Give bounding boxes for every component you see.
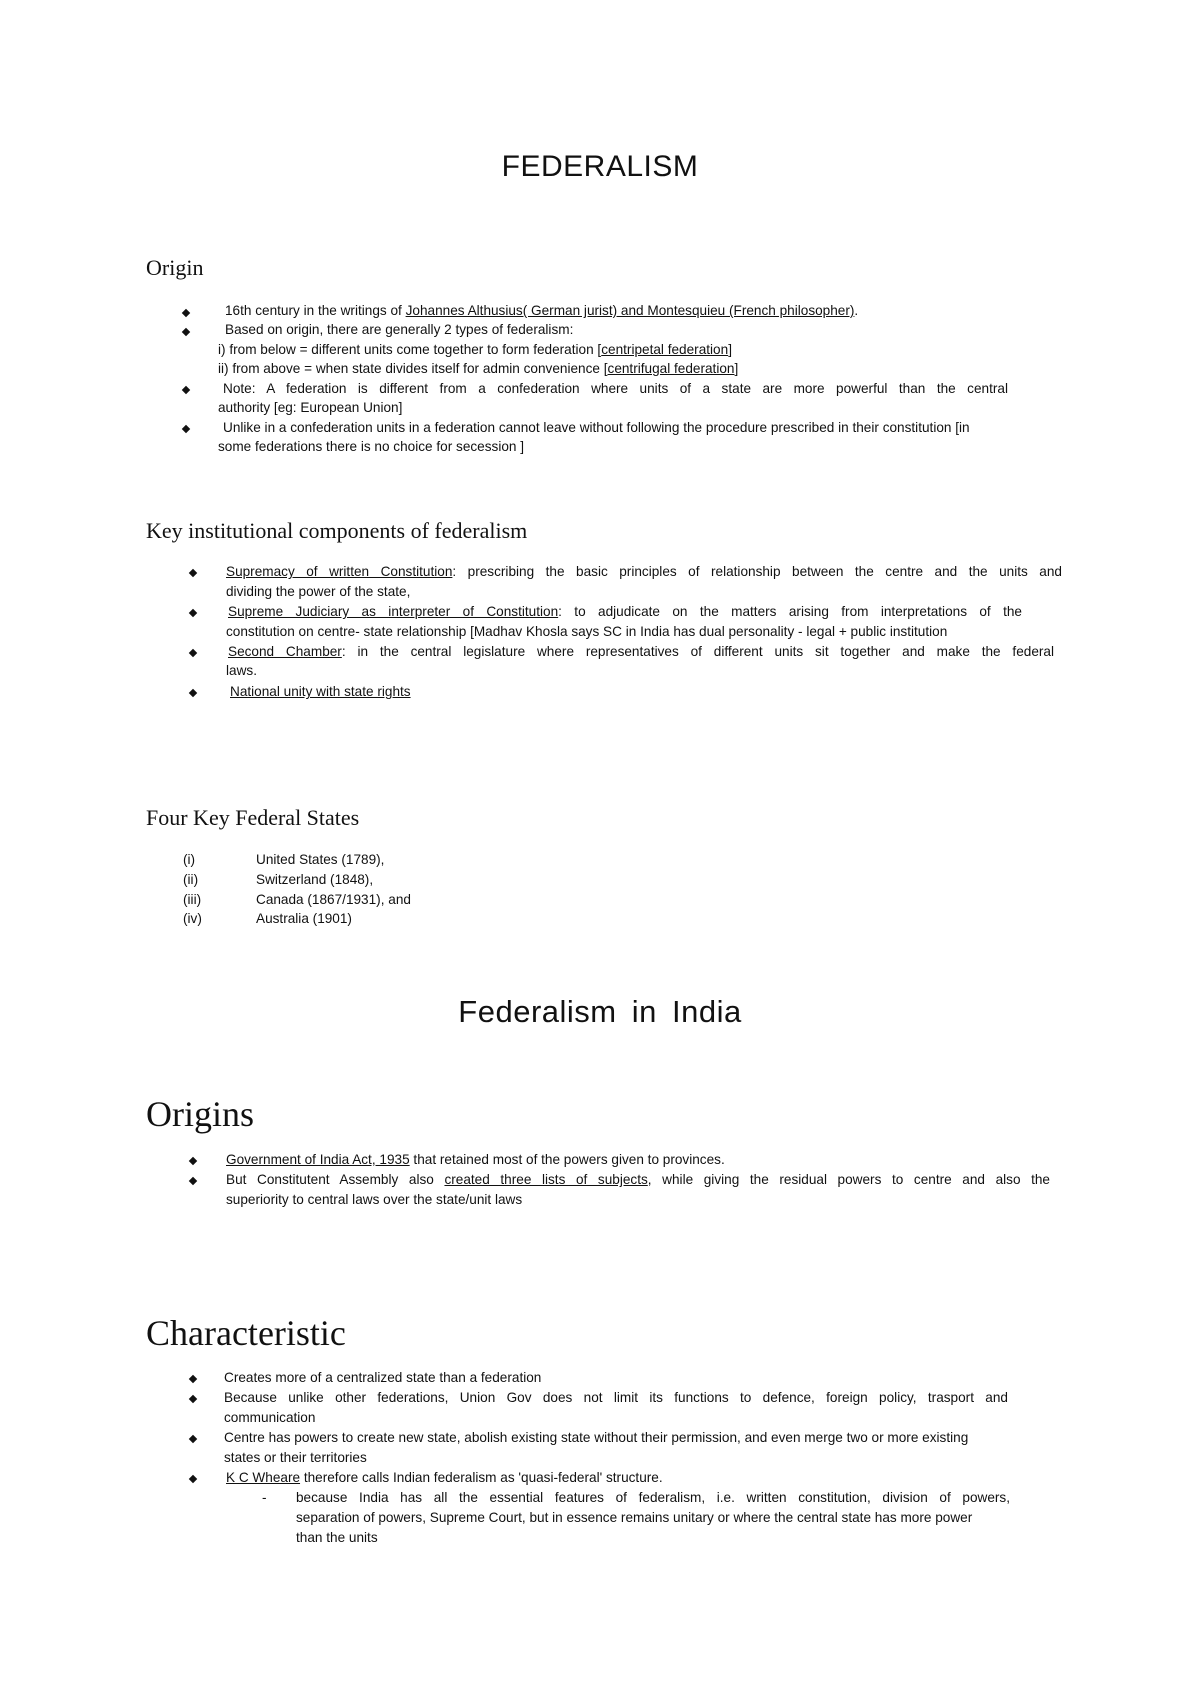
state-num-4: (iv)	[183, 911, 202, 926]
state-item-4: Australia (1901)	[256, 911, 352, 926]
char-bullet-3-cont: states or their territories	[224, 1450, 367, 1465]
india-title: Federalism in India	[458, 994, 742, 1029]
char-bullet-2: Because unlike other federations, Union Gov does not limit its functions to defence, foreign policy, trasport and	[224, 1390, 1008, 1405]
origin-sub-1: i) from below = different units come together to form federation [centripetal federation]	[218, 342, 732, 357]
bullet-icon	[189, 1157, 197, 1165]
bullet-icon	[189, 1375, 197, 1383]
origin-bullet-4: Unlike in a confederation units in a federation cannot leave without following the procedure prescribed in their constitution [in	[223, 420, 970, 435]
state-num-3: (iii)	[183, 892, 202, 907]
origins-heading: Origins	[146, 1094, 254, 1134]
bullet-icon	[189, 569, 197, 577]
goi-act-link[interactable]: Government of India Act, 1935	[226, 1152, 410, 1167]
bullet-icon	[182, 425, 190, 433]
centripetal-link[interactable]: centripetal federation	[601, 342, 729, 357]
key-components-heading: Key institutional components of federalism	[146, 518, 528, 543]
key-bullet-1-cont: dividing the power of the state,	[226, 584, 411, 599]
char-sub-line-1: because India has all the essential features of federalism, i.e. written constitution, division of powers,	[296, 1490, 1010, 1505]
supremacy-link[interactable]: Supremacy of written Constitution	[226, 564, 453, 579]
char-sub-line-3: than the units	[296, 1530, 378, 1545]
centrifugal-link[interactable]: centrifugal federation	[607, 361, 735, 376]
three-lists-link[interactable]: created three lists of subjects	[444, 1172, 648, 1187]
state-item-1: United States (1789),	[256, 852, 385, 867]
state-num-1: (i)	[183, 852, 196, 867]
origin-bullet-2: Based on origin, there are generally 2 types of federalism:	[225, 322, 574, 337]
origin-bullet-1: 16th century in the writings of Johannes Althusius( German jurist) and Montesquieu (French philosopher).	[225, 303, 859, 318]
wheare-link[interactable]: K C Wheare	[226, 1470, 301, 1485]
key-bullet-1: Supremacy of written Constitution: prescribing the basic principles of relationship between the centre and the units and	[226, 564, 1062, 579]
origin-bullet-3-cont: authority [eg: European Union]	[218, 400, 403, 415]
bullet-icon	[189, 649, 197, 657]
national-unity-link[interactable]: National unity with state rights	[230, 684, 411, 699]
second-chamber-link[interactable]: Second Chamber	[228, 644, 342, 659]
dash-marker: -	[262, 1490, 267, 1505]
origins-bullet-1: Government of India Act, 1935 that retained most of the powers given to provinces.	[226, 1152, 725, 1167]
key-bullet-3: Second Chamber: in the central legislature where representatives of different units sit together and make the federal	[228, 644, 1054, 659]
state-num-2: (ii)	[183, 872, 199, 887]
origin-sub-2: ii) from above = when state divides itself for admin convenience [centrifugal federation]	[218, 361, 739, 376]
char-bullet-3: Centre has powers to create new state, abolish existing state without their permission, and even merge two or more existing	[224, 1430, 969, 1445]
bullet-icon	[189, 689, 197, 697]
bullet-icon	[182, 328, 190, 336]
origin-bullet-3: Note: A federation is different from a confederation where units of a state are more powerful than the central	[223, 381, 1008, 396]
state-item-2: Switzerland (1848),	[256, 872, 374, 887]
char-bullet-1: Creates more of a centralized state than a federation	[224, 1370, 542, 1385]
four-states-heading: Four Key Federal States	[146, 805, 360, 830]
althusius-link[interactable]: Johannes Althusius( German jurist) and Montesquieu (French philosopher)	[405, 303, 855, 318]
bullet-icon	[189, 1435, 197, 1443]
bullet-icon	[182, 386, 190, 394]
page-title: FEDERALISM	[501, 150, 699, 183]
bullet-icon	[189, 1177, 197, 1185]
bullet-icon	[189, 609, 197, 617]
bullet-icon	[189, 1395, 197, 1403]
key-bullet-2: Supreme Judiciary as interpreter of Constitution: to adjudicate on the matters arising from interpretations of the	[228, 604, 1022, 619]
bullet-icon	[189, 1475, 197, 1483]
char-bullet-2-cont: communication	[224, 1410, 316, 1425]
char-bullet-4: K C Wheare therefore calls Indian federalism as 'quasi-federal' structure.	[226, 1470, 663, 1485]
origins-bullet-2-cont: superiority to central laws over the state/unit laws	[226, 1192, 523, 1207]
bullet-icon	[182, 309, 190, 317]
char-sub-line-2: separation of powers, Supreme Court, but in essence remains unitary or where the central state has more power	[296, 1510, 973, 1525]
key-bullet-2-cont: constitution on centre- state relationship [Madhav Khosla says SC in India has dual personality - legal + public institution	[226, 624, 948, 639]
origin-bullet-4-cont: some federations there is no choice for secession ]	[218, 439, 525, 454]
supreme-judiciary-link[interactable]: Supreme Judiciary as interpreter of Constitution	[228, 604, 559, 619]
origins-bullet-2: But Constitutent Assembly also created three lists of subjects, while giving the residual powers to centre and also the	[226, 1172, 1050, 1187]
characteristic-heading: Characteristic	[146, 1313, 346, 1353]
key-bullet-3-cont: laws.	[226, 663, 257, 678]
state-item-3: Canada (1867/1931), and	[256, 892, 411, 907]
origin-heading: Origin	[146, 255, 204, 280]
